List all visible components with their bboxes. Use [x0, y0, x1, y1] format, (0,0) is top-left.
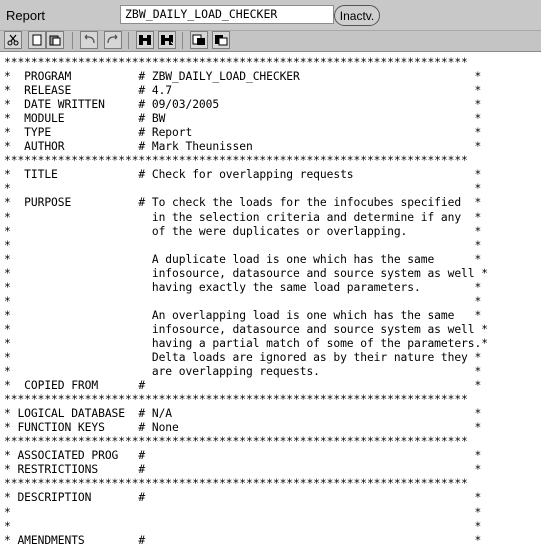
code-line[interactable]: * * — [4, 505, 482, 519]
code-line[interactable]: * A duplicate load is one which has the same * — [4, 252, 482, 266]
paste-icon[interactable] — [46, 31, 64, 49]
copy-icon[interactable] — [28, 31, 46, 49]
code-line[interactable]: * TITLE # Check for overlapping requests * — [4, 168, 482, 182]
code-line[interactable]: * * — [4, 238, 482, 252]
find-next-icon[interactable] — [158, 31, 176, 49]
undo-icon[interactable] — [80, 31, 98, 49]
code-line[interactable]: * AUTHOR # Mark Theunissen * — [4, 140, 482, 154]
code-line[interactable]: * COPIED FROM # * — [4, 379, 482, 393]
cut-icon[interactable] — [4, 31, 22, 49]
code-line[interactable]: * * — [4, 182, 482, 196]
source-editor[interactable] — [0, 52, 541, 546]
code-line[interactable]: * ASSOCIATED PROG # * — [4, 449, 482, 463]
code-line[interactable]: * * — [4, 519, 482, 533]
code-line[interactable]: * RESTRICTIONS # * — [4, 463, 482, 477]
code-line[interactable]: * infosource, datasource and source system as well * — [4, 266, 488, 280]
title-bar — [0, 0, 541, 31]
code-line[interactable]: ********************************************************************* — [4, 477, 468, 491]
report-label: Report — [6, 8, 46, 23]
code-line[interactable]: * RELEASE # 4.7 * — [4, 84, 482, 98]
code-line[interactable]: * are overlapping requests. * — [4, 365, 482, 379]
code-line[interactable]: ********************************************************************* — [4, 56, 468, 69]
code-line[interactable]: * DESCRIPTION # * — [4, 491, 482, 505]
delete-line-icon[interactable] — [212, 31, 230, 49]
code-line[interactable]: * having a partial match of some of the parameters.* — [4, 336, 488, 350]
status-badge: Inactv. — [334, 5, 380, 26]
code-line[interactable]: * having exactly the same load parameters. * — [4, 280, 482, 294]
code-line[interactable]: ********************************************************************* — [4, 393, 468, 407]
code-line[interactable]: * infosource, datasource and source system as well * — [4, 322, 488, 336]
find-icon[interactable] — [136, 31, 154, 49]
program-name-field[interactable]: ZBW_DAILY_LOAD_CHECKER — [120, 5, 334, 24]
code-line[interactable]: ********************************************************************* — [4, 154, 468, 168]
code-line[interactable]: * Delta loads are ignored as by their nature they * — [4, 350, 482, 364]
code-line[interactable]: * MODULE # BW * — [4, 112, 482, 126]
insert-line-icon[interactable] — [190, 31, 208, 49]
code-line[interactable]: * * — [4, 294, 482, 308]
code-line[interactable]: ********************************************************************* — [4, 435, 468, 449]
code-line[interactable]: * in the selection criteria and determine if any * — [4, 210, 482, 224]
code-line[interactable]: * LOGICAL DATABASE # N/A * — [4, 407, 482, 421]
redo-icon[interactable] — [104, 31, 122, 49]
code-line[interactable]: * PROGRAM # ZBW_DAILY_LOAD_CHECKER * — [4, 70, 482, 84]
code-line[interactable]: * FUNCTION KEYS # None * — [4, 421, 482, 435]
code-line[interactable]: * PURPOSE # To check the loads for the infocubes specified * — [4, 196, 482, 210]
code-line[interactable]: * of the were duplicates or overlapping. * — [4, 224, 482, 238]
code-line[interactable]: * TYPE # Report * — [4, 126, 482, 140]
code-text — [4, 56, 488, 546]
code-line[interactable]: * DATE WRITTEN # 09/03/2005 * — [4, 98, 482, 112]
editor-toolbar — [0, 31, 541, 52]
code-line[interactable]: * AMENDMENTS # * — [4, 533, 482, 546]
code-line[interactable]: * An overlapping load is one which has the same * — [4, 308, 482, 322]
